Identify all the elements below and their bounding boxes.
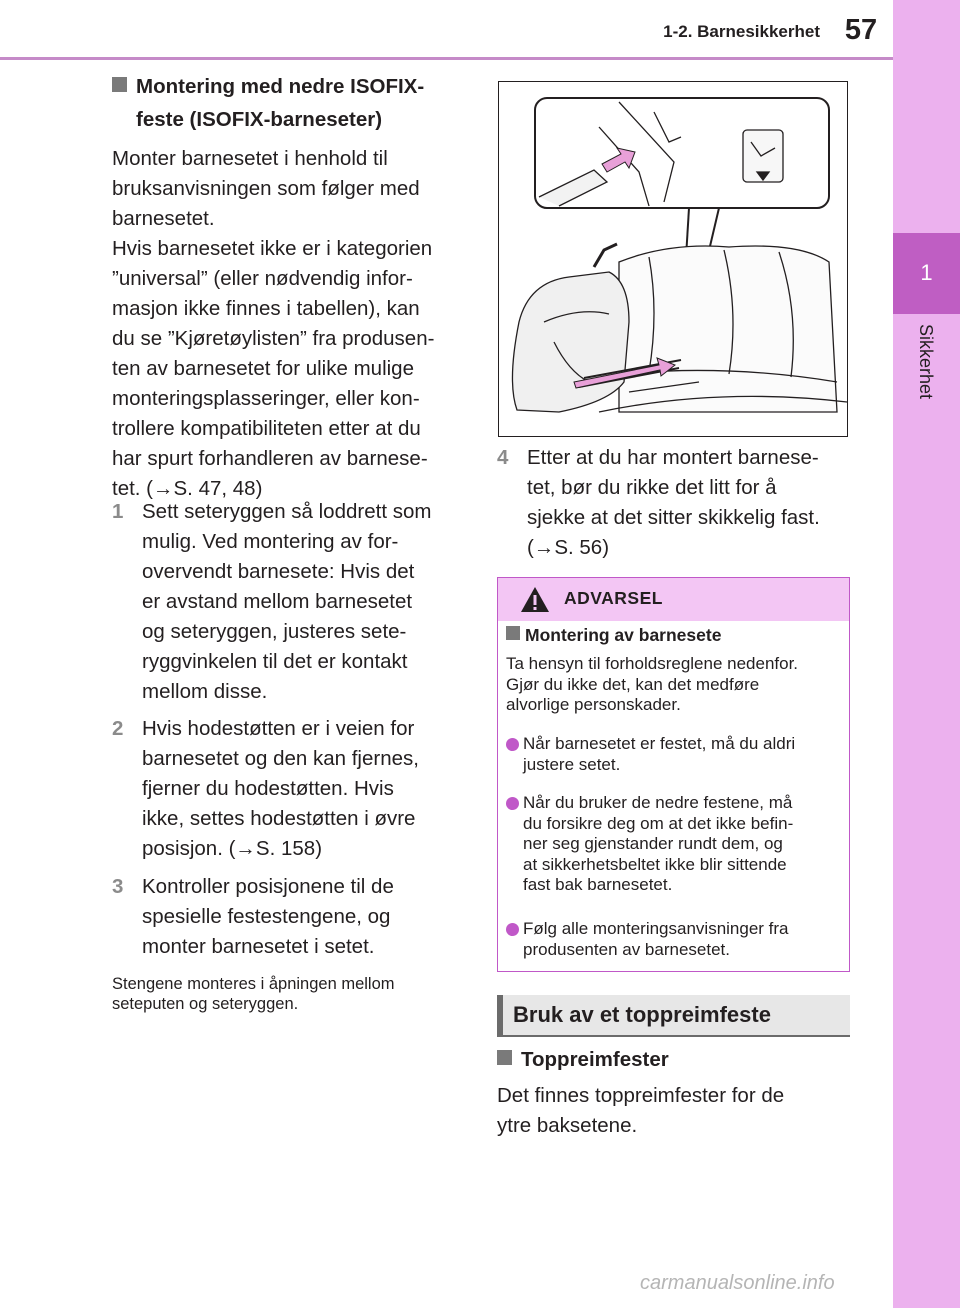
bullet-dot-icon [506, 797, 519, 810]
bullet-dot-icon [506, 923, 519, 936]
step-1: 1 Sett seteryggen så loddrett som mulig. Ved montering av for- overvendt barnesete: Hvis det er avstand mellom barnesetet og seteryggen, justeres sete- ryggvinkelen til det er kontakt mellom disse. [112, 497, 482, 587]
watermark: carmanualsonline.info [640, 1272, 835, 1294]
chapter-tab [893, 0, 960, 1308]
section-title: 1-2. Barnesikkerhet [663, 22, 820, 41]
text-line: bruksanvisningen som følger med [112, 177, 420, 200]
text-line: ten av barnesetet for ulike mulige [112, 357, 414, 380]
text-line: ”universal” (eller nødvendig infor- [112, 267, 413, 290]
chapter-label: Sikkerhet [916, 324, 936, 400]
step-number: 2 [112, 717, 124, 740]
warning-header [498, 578, 849, 621]
header-rule [0, 57, 893, 60]
text-line: du se ”Kjøretøylisten” fra produsen- [112, 327, 435, 350]
section-header [497, 995, 850, 1037]
isofix-illustration [498, 81, 848, 437]
text-line: Hvis barnesetet ikke er i kategorien [112, 237, 433, 260]
chapter-number: 1 [920, 260, 933, 285]
intro-text [112, 144, 482, 504]
square-bullet-icon [497, 1050, 512, 1065]
step-number: 4 [497, 446, 509, 469]
warning-intro: Ta hensyn til forholdsreglene nedenfor. Gjør du ikke det, kan det medføre alvorlige personskader. [506, 654, 799, 714]
step-number: 1 [112, 500, 124, 523]
top-tether-heading: Toppreimfester [497, 1043, 857, 1076]
step-number: 3 [112, 875, 124, 898]
square-bullet-icon [112, 77, 127, 92]
warning-bullet: Følg alle monteringsanvisninger fra produsenten av barnesetet. [498, 919, 848, 960]
left-column [112, 70, 482, 504]
bullet-dot-icon [506, 738, 519, 751]
warning-triangle-icon [520, 586, 550, 613]
warning-box [497, 577, 850, 972]
page-number: 57 [844, 14, 878, 46]
warning-subheading: Montering av barnesete [506, 625, 721, 646]
installation-note: Stengene monteres i åpningen mellom seteputen og seteryggen. [112, 975, 395, 1013]
text-line: barnesetet. [112, 207, 215, 230]
text-line: tet. (→S. 47, 48) [112, 477, 263, 500]
square-bullet-icon [506, 626, 520, 640]
warning-bullet: Når barnesetet er festet, må du aldri justere setet. [498, 734, 848, 775]
warning-bullet: Når du bruker de nedre festene, må du forsikre deg om at det ikke befin- ner seg gjenstander rundt dem, og at sikkerhetsbeltet ikke blir sittende fast bak barnesetet. [498, 793, 848, 896]
text-line: Monter barnesetet i henhold til [112, 147, 388, 170]
text-line: masjon ikke finnes i tabellen), kan [112, 297, 420, 320]
text-line: har spurt forhandleren av barnese- [112, 447, 428, 470]
child-seat-illustration [499, 82, 847, 436]
text-line: trollere kompatibiliteten etter at du [112, 417, 421, 440]
top-tether-text: Det finnes toppreimfester for de ytre baksetene. [497, 1084, 785, 1137]
section-bar-accent [497, 995, 503, 1035]
section-header-title: Bruk av et toppreimfeste [513, 1002, 771, 1027]
isofix-heading: Montering med nedre ISOFIX- feste (ISOFIX-barneseter) [112, 70, 482, 136]
warning-title: ADVARSEL [564, 588, 663, 608]
text-line: monteringsplasseringer, eller kon- [112, 387, 420, 410]
